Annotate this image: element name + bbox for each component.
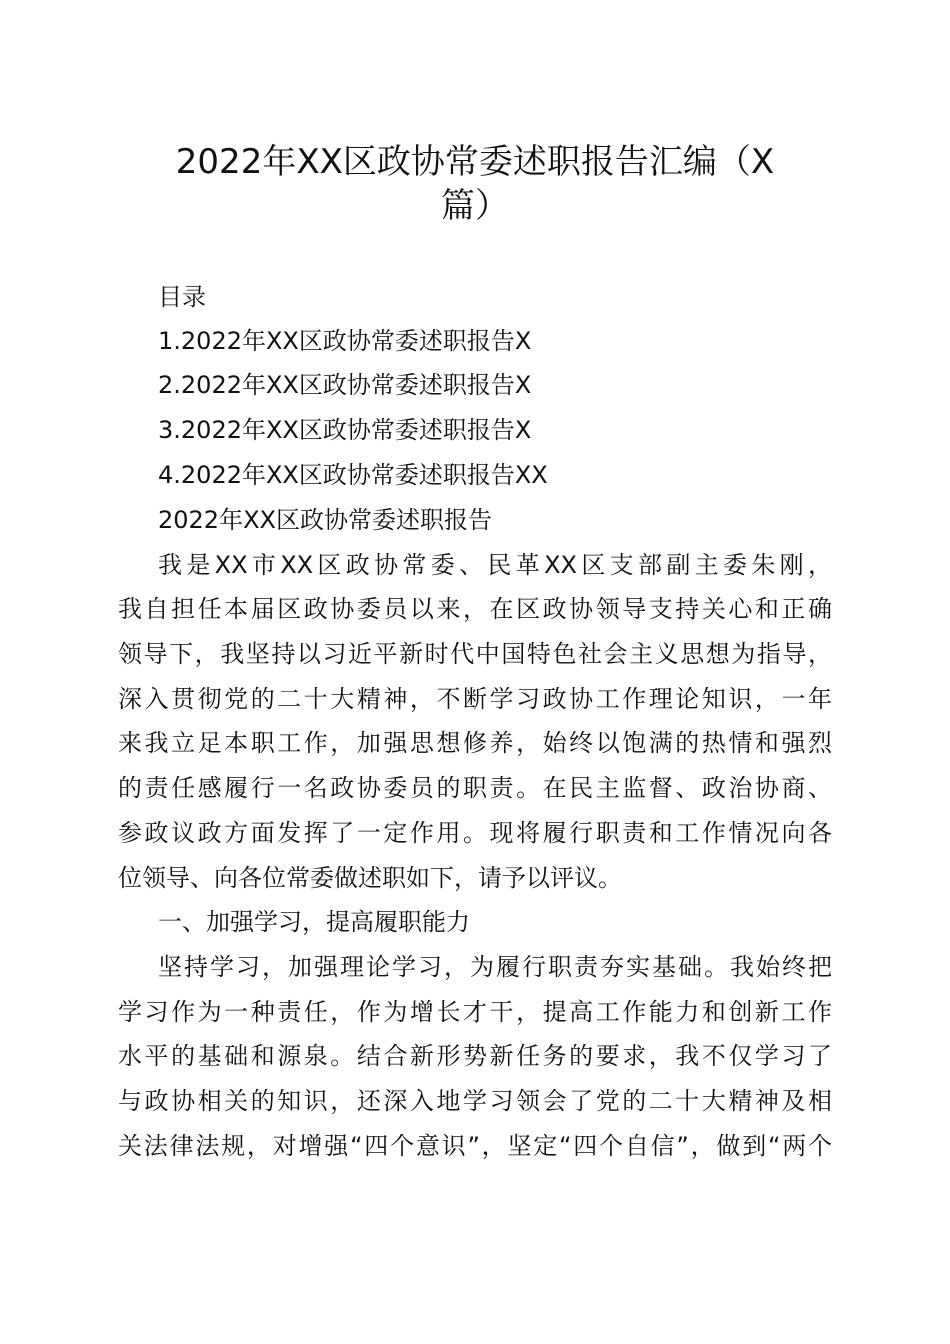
paragraph-2-line: 水平的基础和源泉。结合新形势新任务的要求，我不仅学习了 [118, 1042, 832, 1070]
paragraph-2-line: 关法律法规，对增强“四个意识”，坚定“四个自信”，做到“两个 [118, 1132, 832, 1160]
report-title: 2022年XX区政协常委述职报告 [158, 506, 492, 534]
paragraph-1-line: 我是XX市XX区政协常委、民革XX区支部副主委朱刚， [158, 551, 832, 579]
paragraph-1-line: 领导下，我坚持以习近平新时代中国特色社会主义思想为指导， [118, 640, 832, 668]
paragraph-2-line: 学习作为一种责任，作为增长才干，提高工作能力和创新工作 [118, 998, 832, 1026]
paragraph-1-line: 位领导、向各位常委做述职如下，请予以评议。 [118, 864, 622, 892]
toc-item-1: 1.2022年XX区政协常委述职报告X [158, 327, 532, 355]
paragraph-1-line: 我自担任本届区政协委员以来，在区政协领导支持关心和正确 [118, 595, 832, 623]
paragraph-1-line: 深入贯彻党的二十大精神，不断学习政协工作理论知识，一年 [118, 685, 832, 713]
paragraph-2-line: 坚持学习，加强理论学习，为履行职责夯实基础。我始终把 [158, 953, 832, 981]
document-title-line-1: 2022年XX区政协常委述职报告汇编（X [175, 142, 775, 182]
toc-heading: 目录 [158, 283, 206, 311]
toc-item-3: 3.2022年XX区政协常委述职报告X [158, 416, 532, 444]
paragraph-1-line: 参政议政方面发挥了一定作用。现将履行职责和工作情况向各 [118, 819, 832, 847]
toc-item-2: 2.2022年XX区政协常委述职报告X [158, 371, 532, 399]
section-1-heading: 一、加强学习，提高履职能力 [158, 908, 470, 936]
paragraph-1-line: 的责任感履行一名政协委员的职责。在民主监督、政治协商、 [118, 774, 832, 802]
paragraph-2-line: 与政协相关的知识，还深入地学习领会了党的二十大精神及相 [118, 1087, 832, 1115]
document-title-line-2: 篇） [441, 186, 509, 226]
toc-item-4: 4.2022年XX区政协常委述职报告XX [158, 461, 548, 489]
paragraph-1-line: 来我立足本职工作，加强思想修养，始终以饱满的热情和强烈 [118, 729, 832, 757]
